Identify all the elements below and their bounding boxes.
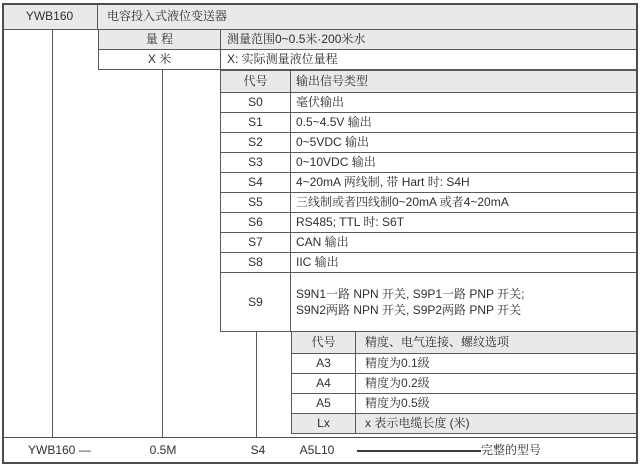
example-range-code: 0.5M [149, 443, 177, 457]
option-desc: 精度为0.2级 [365, 376, 430, 390]
range-x-label: X 米 [99, 50, 221, 69]
signal-code: S9 [221, 273, 291, 331]
range-desc: 测量范围0~0.5米·200米水 [227, 32, 366, 46]
signal-code: S6 [221, 213, 291, 232]
option-code-header: 代号 [292, 332, 356, 353]
option-row-a5 [292, 394, 638, 414]
signal-row-s8 [221, 253, 638, 273]
range-label: 量 程 [99, 30, 221, 49]
signal-table-header [221, 71, 638, 93]
signal-row-s1 [221, 113, 638, 133]
signal-desc: 三线制或者四线制0~20mA 或者4~20mA [296, 195, 509, 209]
example-dash-line [357, 450, 481, 452]
signal-row-s5 [221, 193, 638, 213]
signal-desc: CAN 输出 [296, 235, 349, 249]
example-model-row [2, 437, 638, 463]
signal-code: S0 [221, 93, 291, 112]
signal-desc: RS485; TTL 时: S6T [296, 215, 405, 229]
signal-row-s4 [221, 173, 638, 193]
signal-desc: IIC 输出 [296, 255, 339, 269]
option-desc: 精度为0.5级 [365, 396, 430, 410]
signal-code: S8 [221, 253, 291, 272]
example-signal-code: S4 [250, 443, 266, 457]
signal-desc: 0.5~4.5V 输出 [296, 115, 372, 129]
signal-code: S1 [221, 113, 291, 132]
range-row [99, 30, 638, 50]
option-table [291, 331, 638, 434]
signal-code: S3 [221, 153, 291, 172]
product-title: 电容投入式液位变送器 [107, 9, 228, 23]
option-table-header [292, 332, 638, 354]
option-row-a4 [292, 374, 638, 394]
option-desc: x 表示电缆长度 (米) [365, 416, 470, 430]
signal-desc-header: 输出信号类型 [296, 74, 369, 88]
signal-desc [291, 273, 638, 331]
range-row [99, 50, 638, 70]
model-code: YWB160 [2, 3, 98, 29]
signal-row-s7 [221, 233, 638, 253]
option-code: A3 [292, 354, 356, 373]
signal-code: S2 [221, 133, 291, 152]
signal-desc: 毫伏输出 [296, 95, 345, 109]
signal-code: S5 [221, 193, 291, 212]
signal-code: S4 [221, 173, 291, 192]
option-code: A5 [292, 394, 356, 413]
signal-desc-line1: S9N1一路 NPN 开关, S9P1一路 PNP 开关; [296, 287, 525, 301]
signal-row-s0 [221, 93, 638, 113]
signal-row-s2 [221, 133, 638, 153]
example-model-code: YWB160 — [28, 443, 91, 457]
connector-line-model [52, 30, 53, 437]
example-row-label: 完整的型号 [481, 443, 542, 457]
range-x-desc: X: 实际测量液位量程 [227, 52, 338, 66]
header-row [2, 3, 638, 30]
signal-table [220, 70, 638, 332]
signal-row-s6 [221, 213, 638, 233]
example-option-code: A5L10 [299, 443, 335, 457]
connector-line-signal [256, 331, 257, 437]
signal-desc: 4~20mA 两线制, 带 Hart 时: S4H [296, 175, 470, 189]
signal-row-s3 [221, 153, 638, 173]
option-desc: 精度为0.1级 [365, 356, 430, 370]
connector-line-range [162, 70, 163, 437]
option-row-a3 [292, 354, 638, 374]
signal-code: S7 [221, 233, 291, 252]
signal-desc: 0~10VDC 输出 [296, 155, 376, 169]
signal-row-s9 [221, 273, 638, 332]
option-code: A4 [292, 374, 356, 393]
option-code: Lx [292, 414, 356, 433]
signal-desc: 0~5VDC 输出 [296, 135, 370, 149]
option-desc-header: 精度、电气连接、螺纹选项 [365, 335, 510, 349]
signal-desc-line2: S9N2两路 NPN 开关, S9P2两路 PNP 开关 [296, 303, 522, 317]
range-table [98, 30, 638, 70]
option-row-lx [292, 414, 638, 434]
signal-code-header: 代号 [221, 71, 291, 92]
